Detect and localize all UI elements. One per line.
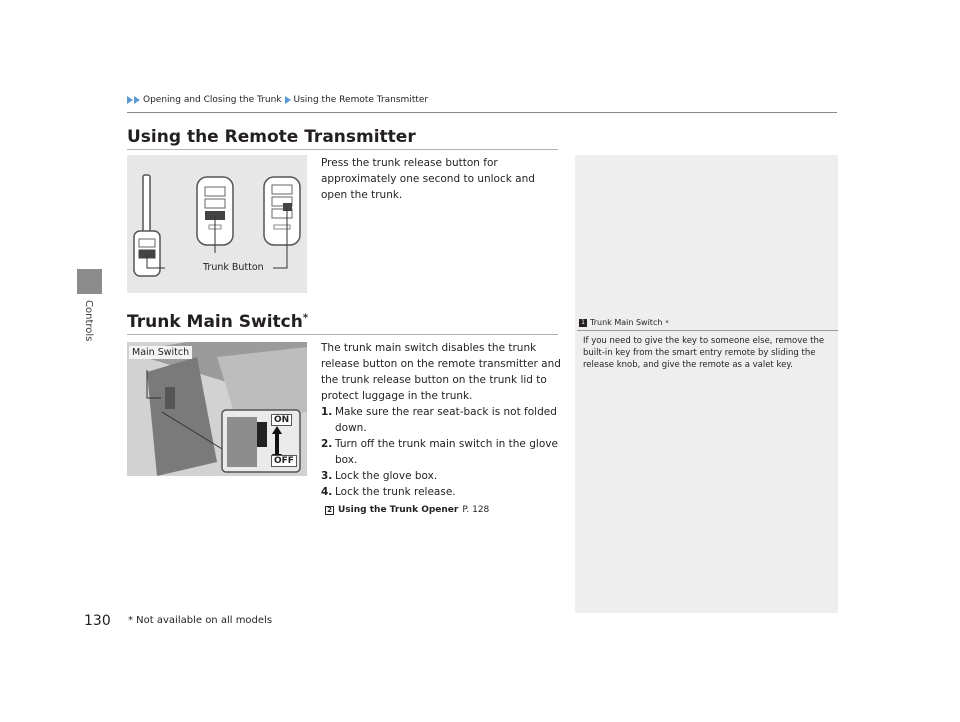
step-item: 2. Turn off the trunk main switch in the glove box. xyxy=(321,438,558,466)
breadcrumb-arrow-icon xyxy=(285,96,291,104)
notes-panel xyxy=(575,155,838,613)
header-divider xyxy=(127,112,837,113)
reference-arrow-icon: 2 xyxy=(325,506,334,515)
step-item: 4. Lock the trunk release. xyxy=(321,486,456,498)
breadcrumb xyxy=(127,95,428,105)
xref-title: Using the Trunk Opener xyxy=(338,505,459,515)
step-item: 1. Make sure the rear seat-back is not folded down. xyxy=(321,406,557,434)
section-title-trunk-main-switch: Trunk Main Switch* xyxy=(127,312,309,332)
note-divider xyxy=(577,330,838,331)
trunk-button-callout: Trunk Button xyxy=(203,262,264,273)
section-tab-marker xyxy=(77,269,102,294)
section-divider xyxy=(127,334,558,335)
page-number: 130 xyxy=(84,613,111,629)
availability-mark: * xyxy=(302,312,309,324)
switch-off-label: OFF xyxy=(271,455,297,467)
xref-page: P. 128 xyxy=(462,505,490,515)
breadcrumb-arrow-icon xyxy=(127,96,133,104)
breadcrumb-arrow-icon xyxy=(134,96,140,104)
switch-on-label: ON xyxy=(271,414,292,426)
note-heading: 1 Trunk Main Switch * xyxy=(579,318,669,327)
note-text: If you need to give the key to someone else, remove the built-in key from the smart entry remote by sliding the release knob, and give the remote as a valet key. xyxy=(583,336,825,370)
breadcrumb-item-remote[interactable]: Using the Remote Transmitter xyxy=(293,95,429,105)
breadcrumb-item-trunk[interactable]: Opening and Closing the Trunk xyxy=(143,95,282,105)
remote-instructions: Press the trunk release button for approximately one second to unlock and open the trunk. xyxy=(321,157,535,201)
trunk-main-switch-instructions xyxy=(321,340,561,518)
step-item: 3. Lock the glove box. xyxy=(321,470,438,482)
main-switch-callout: Main Switch xyxy=(129,346,192,359)
note-icon: 1 xyxy=(579,319,587,327)
intro-paragraph: The trunk main switch disables the trunk release button on the remote transmitter and the trunk release button on the trunk lid to protect luggage in the trunk. xyxy=(321,342,561,402)
footnote: * Not available on all models xyxy=(128,615,273,626)
glove-box-switch-figure xyxy=(127,342,307,476)
section-tab-label: Controls xyxy=(83,300,94,342)
section-divider xyxy=(127,149,558,150)
cross-reference-link[interactable] xyxy=(325,502,561,518)
remote-transmitter-figure xyxy=(127,155,307,293)
section-title-remote-transmitter: Using the Remote Transmitter xyxy=(127,127,416,147)
